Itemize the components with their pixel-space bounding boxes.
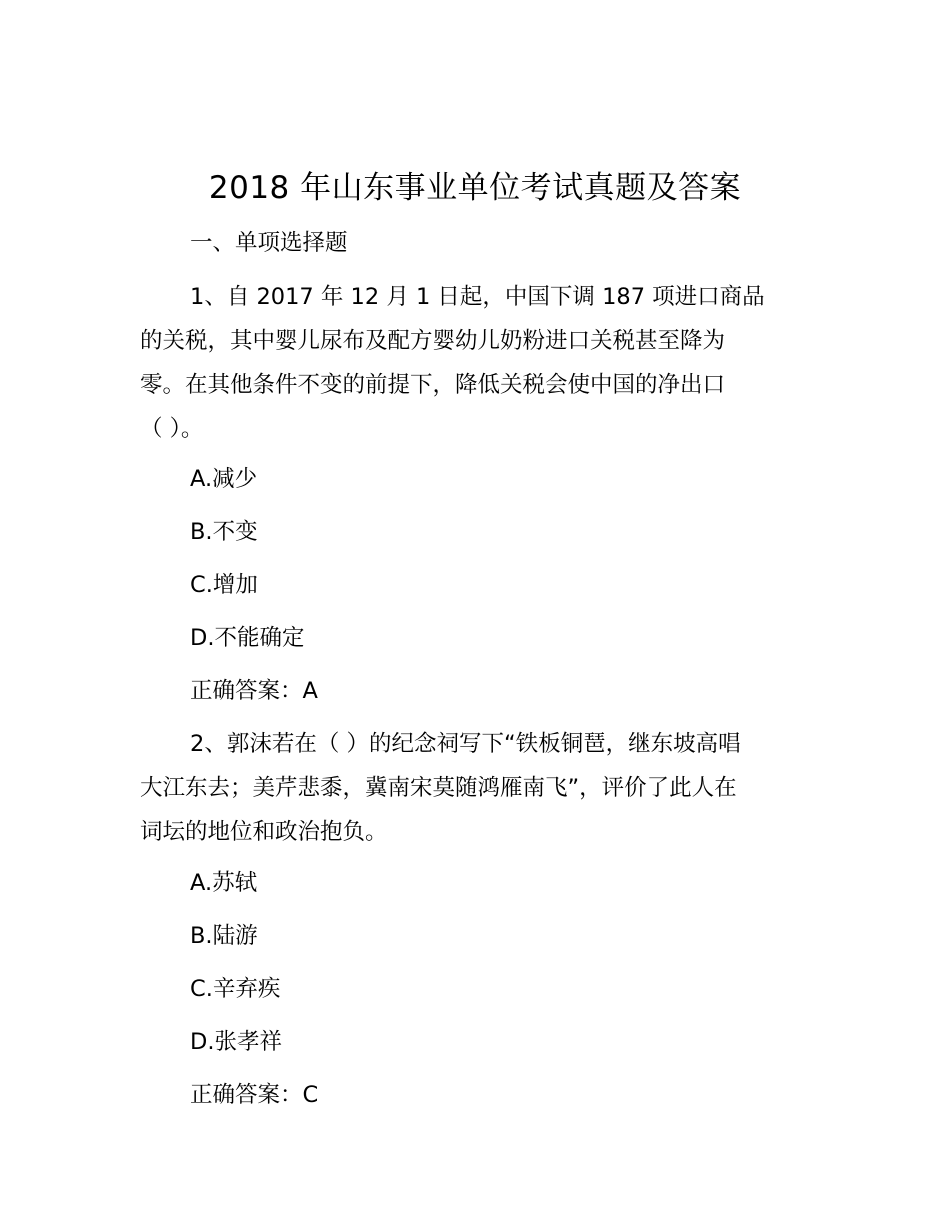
question-text-line: 零。在其他条件不变的前提下，降低关税会使中国的净出口	[140, 372, 726, 398]
question-text-line: （ ）。	[140, 416, 204, 442]
option-a: A.减少	[190, 466, 258, 492]
question-text-line: 词坛的地位和政治抱负。	[140, 819, 388, 845]
option-b: B.陆游	[190, 923, 258, 949]
section-heading: 一、单项选择题	[190, 230, 348, 256]
correct-answer: 正确答案：C	[190, 1082, 319, 1108]
option-c: C.辛弃疾	[190, 976, 281, 1002]
option-d: D.张孝祥	[190, 1029, 282, 1055]
option-d: D.不能确定	[190, 625, 305, 651]
option-c: C.增加	[190, 572, 258, 598]
question-text-line: 2、郭沫若在（ ）的纪念祠写下“铁板铜琶，继东坡高唱	[190, 731, 741, 757]
correct-answer: 正确答案：A	[190, 678, 318, 704]
page-title: 2018 年山东事业单位考试真题及答案	[208, 170, 742, 206]
question-text-line: 1、自 2017 年 12 月 1 日起，中国下调 187 项进口商品	[190, 284, 765, 310]
option-b: B.不变	[190, 519, 258, 545]
option-a: A.苏轼	[190, 870, 258, 896]
question-text-line: 的关税，其中婴儿尿布及配方婴幼儿奶粉进口关税甚至降为	[140, 328, 726, 354]
question-text-line: 大江东去；美芹悲黍，冀南宋莫随鸿雁南飞”，评价了此人在	[140, 775, 737, 801]
